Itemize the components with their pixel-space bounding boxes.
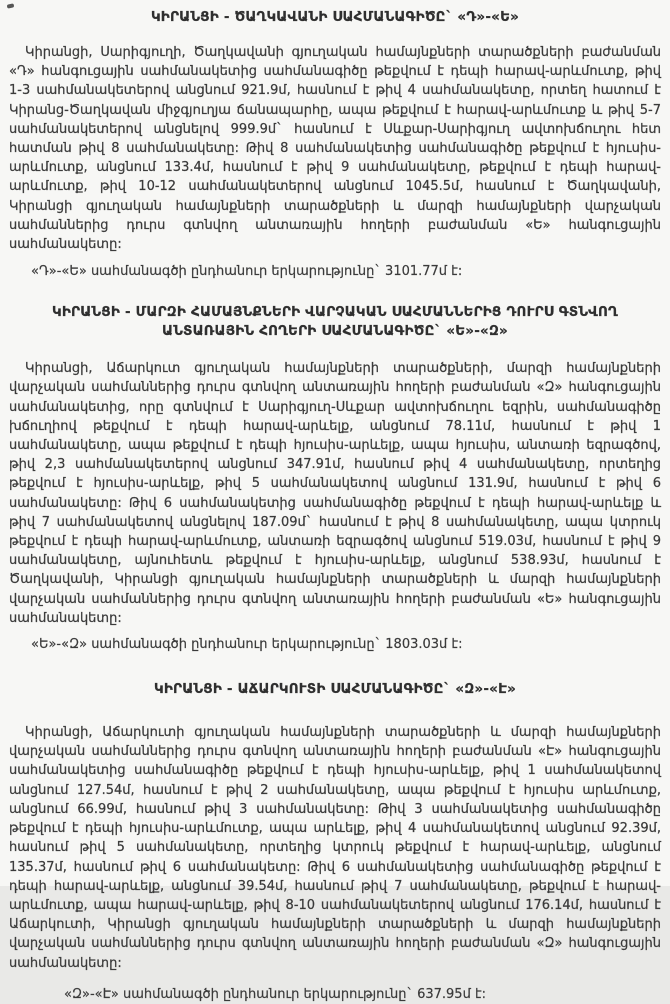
section-boundary-d-e xyxy=(9,8,661,281)
section-title-line: ԿԻՐԱՆՑԻ - ՄԱՐԶԻ ՀԱՄԱՅՆՔՆԵՐԻ ՎԱՐՉԱԿԱՆ ՍԱՀՄԱՆՆԵՐԻՑ ԴՈՒՐՍ ԳՏՆՎՈՂ xyxy=(52,304,618,321)
section-title-e-z xyxy=(9,303,661,341)
section-title-line: ԿԻՐԱՆՑԻ - ԱՃԱՐԿՈՒՏԻ ՍԱՀՄԱՆԱԳԻԾԸ` «Զ»-«Է» xyxy=(154,681,516,698)
section-body-e-z: Կիրանցի, Աճարկուտ գյուղական համայնքների տարածքների, մարզի համայնքների վարչական սահմաններից դուրս գտնվող անտառային հողերի բաժանման «Զ» հանգուցային սահմանակետից, որը գտնվում է Սարիգյուղ-Սևքար ավտոխճուղու եզրին, սահմանագիծը խճուղիով թեքվում է դեպի հարավ-արևելք, անցնում 78.11մ, հասնում է թիվ 1 սահմանակետը, ապա թեքվում է դեպի հյուսիս-արևելք, ապա հյուսիս, անտառի եզրագծով, թիվ 2,3 սահմանակետերով անցնում 347.91մ, հասնում թիվ 4 սահմանակետը, որտեղից թեքվում է հյուսիս-արևելք, թիվ 5 սահմանակետով անցնում 131.9մ, հասնում է թիվ 6 սահմանակետը: Թիվ 6 սահմանակետից սահմանագիծը թեքվում է դեպի հարավ-արևելք և թիվ 7 սահմանակետով անցնելով 187.09մ` հասնում է թիվ 8 սահմանակետը, ապա կտրուկ թեքվում է դեպի հարավ-արևմուտք, անտառի եզրագծով անցնում 519.03մ, հասնում է թիվ 9 սահմանակետը, այնուհետև թեքվում է հյուսիս-արևելք, անցնում 538.93մ, հասնում է Ծաղկավանի, Կիրանցի գյուղական համայնքների տարածքների և մարզի համայնքների վարչական սահմաններից դուրս գտնվող անտառային հողերի բաժանման «Ե» հանգուցային սահմանակետը: xyxy=(9,361,661,626)
section-title-z-e7 xyxy=(9,680,661,699)
section-title-line: ԿԻՐԱՆՑԻ - ԾԱՂԿԱՎԱՆԻ ՍԱՀՄԱՆԱԳԻԾԸ` «Դ»-«Ե» xyxy=(150,9,520,25)
section-boundary-z-e7 xyxy=(9,680,661,1004)
section-body-d-e: Կիրանցի, Սարիգյուղի, Ծաղկավանի գյուղական համայնքների տարածքների բաժանման «Դ» հանգուցային սահմանակետից սահմանագիծը թեքվում է դեպի հարավ-արևմուտք, թիվ 1-3 սահմանակետերով անցնում 921.9մ, հասնում է թիվ 4 սահմանակետը, որտեղ հատում է Կիրանց-Ծաղկավան միջգյուղյա ճանապարհը, ապա թեքվում է հարավ-արևմուտք և թիվ 5-7 սահմանակետերով անցնելով 999.9մ` հասնում է Սևքար-Սարիգյուղ ավտոխճուղու հետ հատման թիվ 8 սահմանակետը: Թիվ 8 սահմանակետից սահմանագիծը թեքվում է հյուսիս-արևմուտք, անցնում 133.4մ, հասնում է թիվ 9 սահմանակետը, թեքվում է դեպի հարավ-արևմուտք, թիվ 10-12 սահմանակետերով անցնում 1045.5մ, հասնում է Ծաղկավանի, Կիրանցի գյուղական համայնքների տարածքների և մարզի համայնքների վարչական սահմաններից դուրս գտնվող անտառային հողերի բաժանման «Ե» հանգուցային սահմանակետը: xyxy=(9,45,661,253)
section-title-d-e xyxy=(9,8,661,27)
section-summary-d-e: «Դ»-«Ե» սահմանագծի ընդհանուր երկարությունը` 3101.77մ է: xyxy=(31,264,463,280)
section-summary-z-e7: «Զ»-«Է» սահմանագծի ընդհանուր երկարությունը` 637.95մ է: xyxy=(64,986,487,1002)
section-title-line: ԱՆՏԱՌԱՅԻՆ ՀՈՂԵՐԻ ՍԱՀՄԱՆԱԳԻԾԸ` «Ե»-«Զ» xyxy=(162,323,508,340)
section-body-z-e7: Կիրանցի, Աճարկուտի գյուղական համայնքների տարածքների և մարզի համայնքների վարչական սահմաններից դուրս գտնվող անտառային հողերի բաժանման «Է» հանգուցային սահմանակետից սահմանագիծը թեքվում է դեպի հյուսիս-արևելք, թիվ 1 սահմանակետով անցնում 127.54մ, հասնում է թիվ 2 սահմանակետը, ապա թեքվում է հյուսիս արևմուտք, անցնում 66.99մ, հասնում թիվ 3 սահմանակետը: Թիվ 3 սահմանակետից սահմանագիծը թեքվում է դեպի հյուսիս-արևմուտք, ապա արևելք, թիվ 4 սահմանակետով անցնում 92.39մ, հասնում թիվ 5 սահմանակետը, որտեղից կտրուկ թեքվում է հարավ-արևելք, անցնում 135.37մ, հասնում թիվ 6 սահմանակետը: Թիվ 6 սահմանակետից սահմանագիծը թեքվում է դեպի հարավ-արևելք, անցնում 39.54մ, հասնում թիվ 7 սահմանակետը, թեքվում է հարավ-արևմուտք, ապա հարավ-արևելք, թիվ 8-10 սահմանակետերով անցնում 176.14մ, հասնում է Աճարկուտի, Կիրանցի գյուղական համայնքների տարածքների և մարզի համայնքների վարչական սահմաններից դուրս գտնվող անտառային հողերի բաժանման «Զ» հանգուցային սահմանակետը: xyxy=(9,725,661,971)
section-summary-e-z: «Ե»-«Զ» սահմանագծի ընդհանուր երկարությունը` 1803.03մ է: xyxy=(31,637,463,653)
section-boundary-e-z xyxy=(9,303,661,654)
